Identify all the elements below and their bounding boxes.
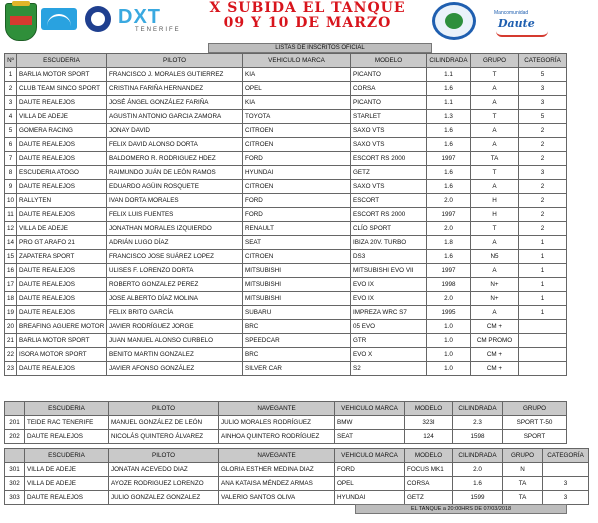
table-cell: 2.0 [427,194,471,208]
table-cell: 5 [519,110,567,124]
table-cell: A [471,82,519,96]
table-row [5,96,567,110]
table-cell: ISORA MOTOR SPORT [17,348,107,362]
dxt-logo-subtitle: TENERIFE [135,27,181,33]
table-cell: A [471,236,519,250]
table-cell: ROBERTO GONZALEZ PEREZ [107,278,243,292]
table-row [5,110,567,124]
table-cell [519,320,567,334]
table-cell: BREAFING AGUERE MOTOR [17,320,107,334]
table-cell: 302 [5,477,25,491]
table-cell: 5 [519,68,567,82]
el-tanque-crest-logo [5,3,37,41]
column-header: Nº [5,54,17,68]
table-cell: VILLA DE ADEJE [17,222,107,236]
column-header: CILINDRADA [453,402,503,416]
table-row [5,334,567,348]
table-cell: EVO IX [351,278,427,292]
table-cell: 5 [5,124,17,138]
table-cell: GETZ [351,166,427,180]
table-cell: 2.0 [427,222,471,236]
table-cell: GETZ [405,491,453,505]
table-cell: AGUSTIN ANTONIO GARCIA ZAMORA [107,110,243,124]
table-row [5,180,567,194]
table-cell: JAVIER RODRÍGUEZ JORGE [107,320,243,334]
table-cell: 2 [519,208,567,222]
table-cell: OPEL [243,82,351,96]
table-cell: FRANCISCO J. MORALES GUTIERREZ [107,68,243,82]
table-cell: CLUB TEAM SINCO SPORT [17,82,107,96]
table-cell [519,334,567,348]
table-cell: TA [503,477,543,491]
table-cell: 12 [5,222,17,236]
table-cell: 202 [5,430,25,444]
table-cell: ADRIÁN LUGO DÍAZ [107,236,243,250]
table-cell: 1.3 [427,110,471,124]
table-cell: 1 [519,236,567,250]
column-header: GRUPO [471,54,519,68]
table-cell: SAXO VTS [351,124,427,138]
table-cell: NICOLÁS QUINTERO ÁLVAREZ [109,430,219,444]
table-row [5,138,567,152]
table-cell: FORD [243,152,351,166]
table-cell: RALLYTEN [17,194,107,208]
table-cell: JUAN MANUEL ALONSO CURBELO [107,334,243,348]
table-cell: H [471,208,519,222]
table-cell: FRANCISCO JOSE SUÁREZ LOPEZ [107,250,243,264]
table-cell: ULISES F. LORENZO DORTA [107,264,243,278]
table-cell: 6 [5,138,17,152]
table-cell: VALERIO SANTOS OLIVA [219,491,335,505]
table-cell: 10 [5,194,17,208]
table-cell: 2 [5,82,17,96]
table-cell: FORD [243,194,351,208]
table-cell: N+ [471,292,519,306]
table-cell: DAUTE REALEJOS [17,180,107,194]
table-cell: DAUTE REALEJOS [17,278,107,292]
table-cell: 1.0 [427,320,471,334]
table-cell: 3 [543,477,589,491]
table-cell: KIA [243,96,351,110]
table-row [5,306,567,320]
table-cell: VILLA DE ADEJE [17,110,107,124]
table-cell: DS3 [351,250,427,264]
table-cell: FOCUS MK1 [405,463,453,477]
table-cell: 2.0 [427,292,471,306]
table-cell: ESCUDERIA ATOGO [17,166,107,180]
table-cell: RAIMUNDO JUÁN DE LEÓN RAMOS [107,166,243,180]
table-cell: DAUTE REALEJOS [17,138,107,152]
table-cell: 1599 [453,491,503,505]
table-cell: 1.6 [427,166,471,180]
table-cell: VILLA DE ADEJE [25,463,109,477]
table-cell: MITSUBISHI [243,278,351,292]
table-cell: 18 [5,292,17,306]
table-cell: 1.6 [427,138,471,152]
table-cell: 303 [5,491,25,505]
table-cell: GOMERA RACING [17,124,107,138]
table-cell: 201 [5,416,25,430]
table-cell: CITROEN [243,250,351,264]
table-cell: 20 [5,320,17,334]
table-cell: 1 [5,68,17,82]
table-cell: 1997 [427,264,471,278]
column-header: PILOTO [109,402,219,416]
column-header: VEHICULO MARCA [243,54,351,68]
table-row [5,278,567,292]
table-cell: SUBARU [243,306,351,320]
table-cell: 1.6 [453,477,503,491]
table-cell: HYUNDAI [243,166,351,180]
column-header: GRUPO [503,449,543,463]
table-cell: 2.3 [453,416,503,430]
column-header: PILOTO [109,449,219,463]
table-cell: T [471,110,519,124]
table-cell: BENITO MARTIN GONZALEZ [107,348,243,362]
table-cell: 2 [519,194,567,208]
table-cell: SPORT [503,430,567,444]
table-cell: 1.0 [427,348,471,362]
table-header-row [5,402,567,416]
table-cell: EVO IX [351,292,427,306]
table-cell: H [471,194,519,208]
table-row [5,264,567,278]
table-cell: RENAULT [243,222,351,236]
table-cell: CITROEN [243,124,351,138]
table-cell: 2 [519,152,567,166]
table-cell: T [471,68,519,82]
regularity-entry-table [4,401,567,444]
table-cell: ESCORT [351,194,427,208]
table-row [5,362,567,376]
co-driver-entry-table [4,448,589,505]
column-header [5,449,25,463]
table-cell: 1.0 [427,334,471,348]
table-cell: PRO GT ARAFO 21 [17,236,107,250]
table-cell: 2.0 [453,463,503,477]
table-cell: MITSUBISHI EVO VII [351,264,427,278]
table-cell: 23 [5,362,17,376]
table-cell: IBIZA 20V. TURBO [351,236,427,250]
table-cell [519,348,567,362]
table-cell: 124 [405,430,453,444]
table-row [5,194,567,208]
table-cell: 2 [519,180,567,194]
table-cell: CM + [471,348,519,362]
table-cell: 1997 [427,208,471,222]
table-cell [543,463,589,477]
table-cell: 1.8 [427,236,471,250]
table-cell: 3 [5,96,17,110]
table-header-row [5,54,567,68]
table-row [5,477,589,491]
table-cell: 14 [5,236,17,250]
table-cell: SEAT [243,236,351,250]
table-cell: CORSA [351,82,427,96]
column-header: ESCUDERIA [25,402,109,416]
table-cell: 19 [5,306,17,320]
table-cell: CLÍO SPORT [351,222,427,236]
table-row [5,236,567,250]
table-cell: 9 [5,180,17,194]
page-header [0,0,598,42]
table-cell: 1.6 [427,124,471,138]
table-cell: 323I [405,416,453,430]
table-cell: 1 [519,292,567,306]
table-cell: 1.0 [427,362,471,376]
table-row [5,124,567,138]
table-cell: CM + [471,362,519,376]
table-cell: DAUTE REALEJOS [17,292,107,306]
column-header: MODELO [405,449,453,463]
cabildo-tenerife-logo [85,6,111,32]
table-cell: 1998 [427,278,471,292]
table-cell: STARLET [351,110,427,124]
table-cell: BARLIA MOTOR SPORT [17,334,107,348]
table-cell: JONATHAN MORALES IZQUIERDO [107,222,243,236]
table-cell: FELIX BRITO GARCÍA [107,306,243,320]
table-cell: BRC [243,348,351,362]
table-row [5,491,589,505]
table-cell: 1 [519,278,567,292]
table-cell: 15 [5,250,17,264]
table-cell: 21 [5,334,17,348]
table-cell: BALDOMERO R. RODRIGUEZ HDEZ [107,152,243,166]
table-cell: JULIO MORALES RODRÍGUEZ [219,416,335,430]
table-cell: 4 [5,110,17,124]
column-header: ESCUDERIA [25,449,109,463]
table-cell [519,362,567,376]
footer-timestamp: EL TANQUE a 20:00HRS DE 07/03/2018 [355,504,567,514]
table-row [5,292,567,306]
table-cell: TOYOTA [243,110,351,124]
table-cell: 1995 [427,306,471,320]
table-cell: 1997 [427,152,471,166]
table-cell: 3 [519,166,567,180]
table-cell: AINHOA QUINTERO RODRÍGUEZ [219,430,335,444]
table-cell: 1.6 [427,250,471,264]
column-header: VEHICULO MARCA [335,449,405,463]
table-row [5,463,589,477]
table-header-row [5,449,589,463]
table-cell: MANUEL GONZÁLEZ DE LEÓN [109,416,219,430]
table-cell: FELIX DAVID ALONSO DORTA [107,138,243,152]
table-cell: T [471,166,519,180]
table-cell: DAUTE REALEJOS [17,306,107,320]
table-cell: 1 [519,264,567,278]
mancomunidad-daute-logo: Mancomunidad Daute [490,4,556,38]
table-cell: GLORIA ESTHER MEDINA DIAZ [219,463,335,477]
column-header: PILOTO [107,54,243,68]
table-cell: VILLA DE ADEJE [25,477,109,491]
table-cell: 301 [5,463,25,477]
table-row [5,416,567,430]
table-cell: KIA [243,68,351,82]
table-cell: BARLIA MOTOR SPORT [17,68,107,82]
table-cell: 1 [519,306,567,320]
table-cell: ESCORT RS 2000 [351,152,427,166]
table-cell: A [471,138,519,152]
table-cell: T [471,222,519,236]
table-cell: 3 [543,491,589,505]
dxt-logo: DXT [118,6,161,28]
column-header: VEHICULO MARCA [335,402,405,416]
table-row [5,208,567,222]
table-cell: JAVIER AFONSO GONZÁLEZ [107,362,243,376]
table-cell: TA [503,491,543,505]
event-date: 09 Y 10 DE MARZO [223,15,392,31]
column-header: GRUPO [503,402,567,416]
table-cell: SAXO VTS [351,180,427,194]
table-cell: 8 [5,166,17,180]
table-row [5,430,567,444]
table-cell: DAUTE REALEJOS [17,362,107,376]
table-cell: AYOZE RODRIGUEZ LORENZO [109,477,219,491]
federation-seal-logo [432,2,476,40]
column-header: CILINDRADA [453,449,503,463]
table-cell: MITSUBISHI [243,264,351,278]
table-cell: 1 [519,250,567,264]
table-cell: 16 [5,264,17,278]
table-cell: ANA KATAISA MÉNDEZ ARMAS [219,477,335,491]
table-row [5,222,567,236]
table-cell: DAUTE REALEJOS [25,430,109,444]
entry-list-table [4,53,567,376]
table-cell: JONATAN ACEVEDO DIAZ [109,463,219,477]
table-cell: IVAN DORTA MORALES [107,194,243,208]
table-cell: JOSÉ ÁNGEL GONZÁLEZ FARIÑA [107,96,243,110]
table-cell: DAUTE REALEJOS [25,491,109,505]
table-row [5,250,567,264]
table-cell: SPORT T-50 [503,416,567,430]
table-row [5,82,567,96]
table-cell: A [471,180,519,194]
table-cell: TEIDE RAC TENERIFE [25,416,109,430]
table-cell: 05 EVO [351,320,427,334]
table-cell: 1.1 [427,96,471,110]
table-cell: 1.6 [427,82,471,96]
table-cell: CM + [471,320,519,334]
table-cell: 2 [519,124,567,138]
table-row [5,348,567,362]
table-cell: CM PROMO [471,334,519,348]
table-cell: A [471,124,519,138]
column-header: ESCUDERIA [17,54,107,68]
table-cell: DAUTE REALEJOS [17,264,107,278]
table-cell: BMW [335,416,405,430]
table-cell: FORD [243,208,351,222]
event-title: X SUBIDA EL TANQUE [209,0,406,16]
table-cell: 2 [519,222,567,236]
table-cell: 22 [5,348,17,362]
column-header: CATEGORÍA [543,449,589,463]
column-header [5,402,25,416]
table-cell: DAUTE REALEJOS [17,208,107,222]
table-cell: A [471,264,519,278]
table-cell: N [503,463,543,477]
table-cell: GTR [351,334,427,348]
column-header: MODELO [351,54,427,68]
table-cell: DAUTE REALEJOS [17,96,107,110]
table-cell: EDUARDO AGÜIN ROSQUETE [107,180,243,194]
table-cell: N+ [471,278,519,292]
table-cell: HYUNDAI [335,491,405,505]
table-cell: ESCORT RS 2000 [351,208,427,222]
table-cell: 17 [5,278,17,292]
table-cell: JULIO GONZALEZ GONZALEZ [109,491,219,505]
column-header: CILINDRADA [427,54,471,68]
table-cell: CRISTINA FARIÑA HERNANDEZ [107,82,243,96]
table-cell: SPEEDCAR [243,334,351,348]
table-cell: SEAT [335,430,405,444]
table-cell: 1598 [453,430,503,444]
table-cell: EVO X [351,348,427,362]
table-row [5,320,567,334]
table-cell: 3 [519,96,567,110]
table-cell: DAUTE REALEJOS [17,152,107,166]
table-cell: TA [471,152,519,166]
table-cell: SILVER CAR [243,362,351,376]
table-cell: PICANTO [351,96,427,110]
table-cell: ZAPATERA SPORT [17,250,107,264]
table-cell: BRC [243,320,351,334]
table-cell: 1.1 [427,68,471,82]
table-cell: PICANTO [351,68,427,82]
table-cell: 7 [5,152,17,166]
table-cell: CORSA [405,477,453,491]
table-cell: 11 [5,208,17,222]
table-cell: FORD [335,463,405,477]
table-row [5,166,567,180]
table-cell: 3 [519,82,567,96]
table-cell: N5 [471,250,519,264]
table-cell: OPEL [335,477,405,491]
table-cell: IMPREZA WRC S7 [351,306,427,320]
column-header: CATEGORÍA [519,54,567,68]
table-cell: CITROEN [243,180,351,194]
table-cell: CITROEN [243,138,351,152]
tenerife-logo [41,8,77,30]
table-row [5,152,567,166]
column-header: MODELO [405,402,453,416]
table-cell: FELIX LUIS FUENTES [107,208,243,222]
table-cell: JONAY DAVID [107,124,243,138]
table-cell: A [471,306,519,320]
table-cell: JOSE ALBERTO DÍAZ MOLINA [107,292,243,306]
table-row [5,68,567,82]
sheet-label: LISTAS DE INSCRITOS OFICIAL [208,43,432,53]
table-cell: 2 [519,138,567,152]
column-header: NAVEGANTE [219,449,335,463]
table-cell: A [471,96,519,110]
table-cell: SAXO VTS [351,138,427,152]
table-cell: MITSUBISHI [243,292,351,306]
column-header: NAVEGANTE [219,402,335,416]
table-cell: S2 [351,362,427,376]
table-cell: 1.6 [427,180,471,194]
